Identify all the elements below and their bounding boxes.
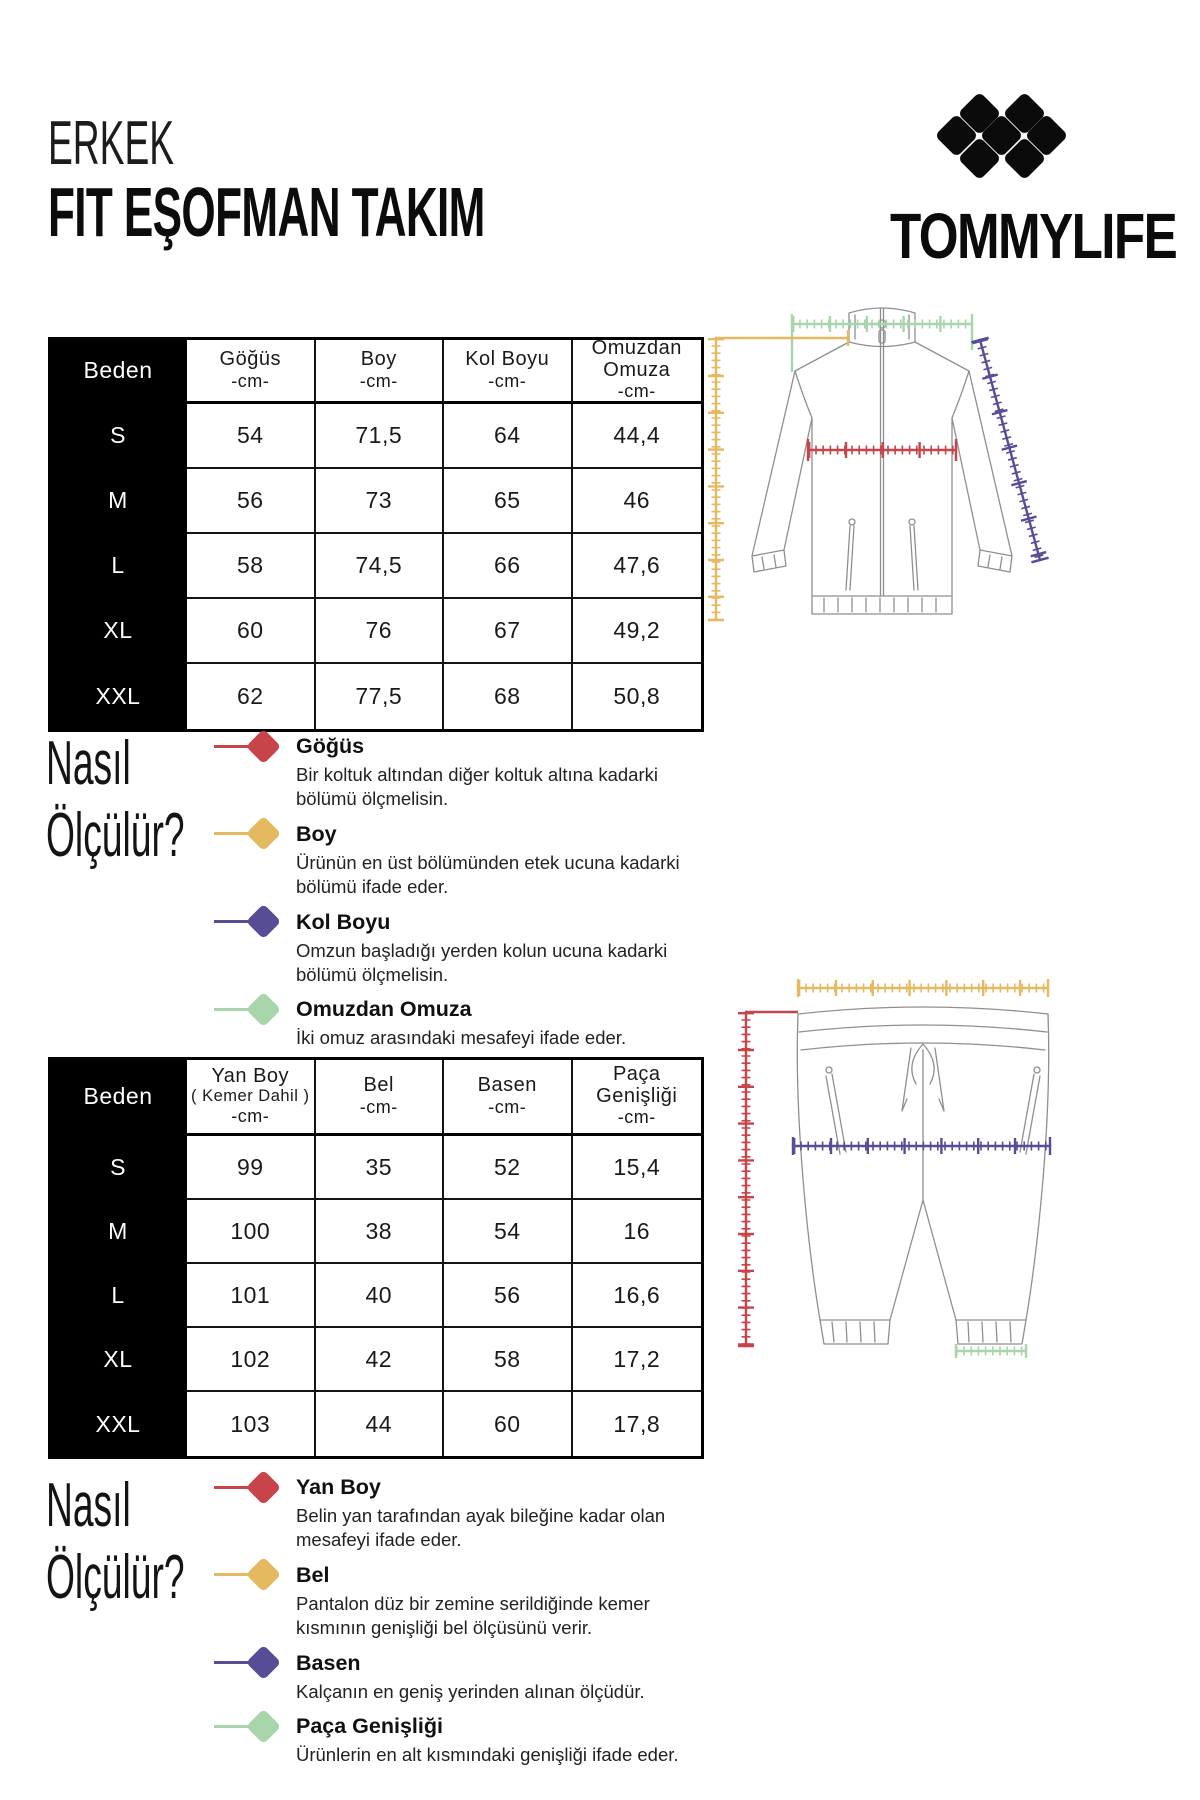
value-cell: 99 bbox=[187, 1136, 316, 1200]
size-cell: L bbox=[51, 1264, 187, 1328]
value-cell: 62 bbox=[187, 664, 316, 729]
value-cell: 44,4 bbox=[573, 404, 702, 469]
measure-diamond-icon bbox=[214, 731, 280, 761]
value-cell: 102 bbox=[187, 1328, 316, 1392]
value-cell: 54 bbox=[444, 1200, 573, 1264]
value-cell: 16 bbox=[573, 1200, 702, 1264]
value-cell: 68 bbox=[444, 664, 573, 729]
value-cell: 49,2 bbox=[573, 599, 702, 664]
measure-legend-item: Kol Boyu Omzun başladığı yerden kolun ucuna kadarki bölümü ölçmelisin. bbox=[214, 907, 699, 988]
value-cell: 58 bbox=[187, 534, 316, 599]
size-cell: XXL bbox=[51, 1392, 187, 1456]
value-cell: 54 bbox=[187, 404, 316, 469]
pants-size-table bbox=[48, 1057, 704, 1459]
size-cell: XL bbox=[51, 599, 187, 664]
value-cell: 71,5 bbox=[316, 404, 445, 469]
value-cell: 17,8 bbox=[613, 1410, 661, 1437]
measure-diamond-icon bbox=[214, 1472, 280, 1502]
value-cell: 52 bbox=[444, 1136, 573, 1200]
measure-diamond-icon bbox=[214, 819, 280, 849]
size-column-header: Beden bbox=[51, 1060, 187, 1136]
value-cell: 17,2 bbox=[573, 1328, 702, 1392]
value-cell: 76 bbox=[316, 599, 445, 664]
size-cell: L bbox=[51, 534, 187, 599]
measure-diamond-icon bbox=[214, 907, 280, 937]
value-cell: 42 bbox=[316, 1328, 445, 1392]
measure-diamond-icon bbox=[214, 994, 280, 1024]
value-cell: 67 bbox=[444, 599, 573, 664]
column-header: Boy -cm- bbox=[316, 340, 445, 404]
size-cell: S bbox=[51, 404, 187, 469]
value-cell: 60 bbox=[187, 599, 316, 664]
size-cell: XL bbox=[51, 1328, 187, 1392]
how-to-measure-heading: Nasıl Ölçülür? bbox=[46, 729, 185, 870]
size-cell: S bbox=[51, 1136, 187, 1200]
jacket-size-table bbox=[48, 337, 704, 732]
value-cell: 38 bbox=[316, 1200, 445, 1264]
value-cell: 44 bbox=[316, 1392, 445, 1456]
hem-width-measure-line bbox=[956, 1344, 1026, 1358]
value-cell: 64 bbox=[444, 404, 573, 469]
pants-illustration bbox=[698, 918, 1068, 1358]
value-cell: 50,8 bbox=[613, 683, 661, 709]
value-cell: 46 bbox=[573, 469, 702, 534]
column-header: Basen -cm- bbox=[444, 1060, 573, 1136]
value-cell: 100 bbox=[187, 1200, 316, 1264]
measure-legend-item: Göğüs Bir koltuk altından diğer koltuk altına kadarki bölümü ölçmelisin. bbox=[214, 731, 699, 812]
hip-measure-line bbox=[793, 1137, 1050, 1155]
value-cell: 74,5 bbox=[316, 534, 445, 599]
chest-measure-line bbox=[808, 439, 956, 461]
value-cell: 16,6 bbox=[573, 1264, 702, 1328]
column-header: Bel -cm- bbox=[316, 1060, 445, 1136]
column-header: Omuzdan Omuza -cm- bbox=[573, 340, 702, 404]
column-header: Göğüs -cm- bbox=[187, 340, 316, 404]
measure-legend-item: Yan Boy Belin yan tarafından ayak bileğine kadar olan mesafeyi ifade eder. bbox=[214, 1472, 699, 1553]
value-cell: 77,5 bbox=[316, 664, 445, 729]
measure-diamond-icon bbox=[214, 1648, 280, 1678]
jacket-illustration bbox=[700, 298, 1065, 643]
measure-legend-item: Basen Kalçanın en geniş yerinden alınan ölçüdür. bbox=[214, 1648, 699, 1704]
measure-legend-item: Paça Genişliği Ürünlerin en alt kısmındaki genişliği ifade eder. bbox=[214, 1711, 699, 1767]
value-cell: 56 bbox=[187, 469, 316, 534]
value-cell: 65 bbox=[444, 469, 573, 534]
measure-legend-item: Omuzdan Omuza İki omuz arasındaki mesafeyi ifade eder. bbox=[214, 994, 699, 1050]
value-cell: 15,4 bbox=[573, 1136, 702, 1200]
value-cell: 40 bbox=[316, 1264, 445, 1328]
column-header: Paça Genişliği -cm- bbox=[573, 1060, 702, 1136]
column-header: Kol Boyu -cm- bbox=[444, 340, 573, 404]
product-category: ERKEK bbox=[48, 109, 175, 178]
value-cell: 35 bbox=[316, 1136, 445, 1200]
pants-measure-legend bbox=[214, 1472, 699, 1774]
diamond-cluster-icon bbox=[935, 86, 1085, 189]
value-cell: 47,6 bbox=[573, 534, 702, 599]
size-cell: XXL bbox=[51, 664, 187, 729]
value-cell: 56 bbox=[444, 1264, 573, 1328]
measure-legend-item: Boy Ürünün en üst bölümünden etek ucuna kadarki bölümü ifade eder. bbox=[214, 819, 699, 900]
side-length-measure-line bbox=[738, 1012, 798, 1346]
product-title: FIT EŞOFMAN TAKIM bbox=[48, 173, 485, 251]
column-header: Yan Boy ( Kemer Dahil ) -cm- bbox=[187, 1060, 316, 1136]
value-cell: 73 bbox=[316, 469, 445, 534]
size-column-header: Beden bbox=[51, 340, 187, 404]
jacket-measure-legend bbox=[214, 731, 699, 1058]
length-measure-line bbox=[708, 330, 848, 620]
measure-diamond-icon bbox=[214, 1711, 280, 1741]
measure-legend-item: Bel Pantalon düz bir zemine serildiğinde kemer kısmının genişliği bel ölçüsünü verir. bbox=[214, 1560, 699, 1641]
size-cell: M bbox=[51, 469, 187, 534]
how-to-measure-heading: Nasıl Ölçülür? bbox=[46, 1471, 185, 1612]
value-cell: 58 bbox=[444, 1328, 573, 1392]
measure-diamond-icon bbox=[214, 1560, 280, 1590]
value-cell: 101 bbox=[187, 1264, 316, 1328]
brand-name: TOMMYLIFE bbox=[890, 200, 1177, 272]
size-cell: M bbox=[51, 1200, 187, 1264]
sleeve-measure-line bbox=[971, 338, 1048, 563]
value-cell: 66 bbox=[444, 534, 573, 599]
value-cell: 103 bbox=[187, 1392, 316, 1456]
pants-outline bbox=[797, 1007, 1048, 1344]
waist-measure-line bbox=[798, 979, 1048, 997]
value-cell: 60 bbox=[444, 1392, 573, 1456]
tommylife-logo bbox=[860, 86, 1177, 273]
